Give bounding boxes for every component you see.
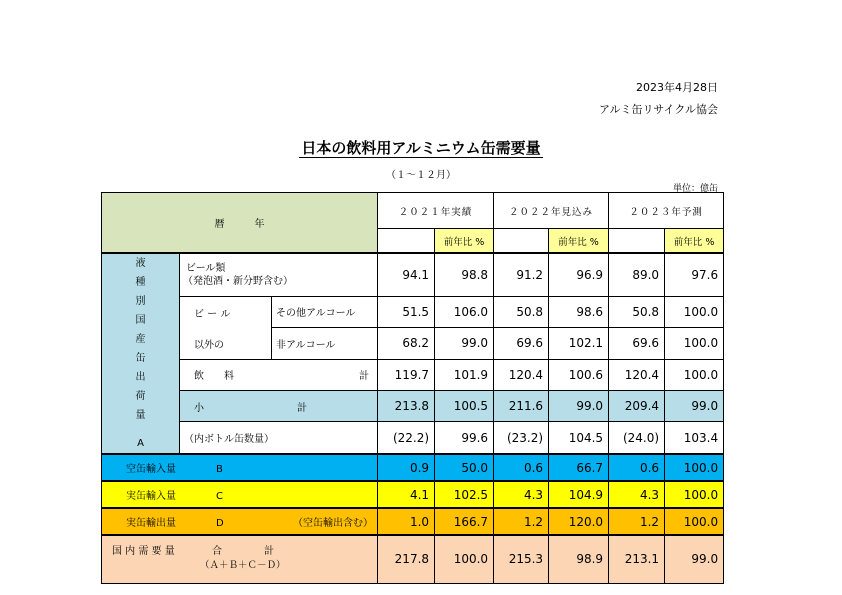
- value-cell: 100.0: [665, 454, 724, 481]
- value-cell: 0.6: [494, 454, 549, 481]
- value-cell: 99.0: [665, 535, 724, 583]
- value-cell: 100.0: [665, 296, 724, 327]
- total-demand-row: [102, 535, 724, 583]
- value-cell: 213.1: [609, 535, 665, 583]
- value-cell: 0.6: [609, 454, 665, 481]
- report-date: 2023年4月28日: [636, 81, 718, 94]
- value-cell: 100.0: [665, 508, 724, 535]
- value-cell: 100.0: [665, 359, 724, 390]
- non-beer-group-label: 以外の: [180, 328, 272, 359]
- value-cell: 213.8: [378, 390, 435, 421]
- value-cell: 50.8: [609, 296, 665, 327]
- yoy-header: 前年比 %: [435, 229, 494, 254]
- total-demand-label: 国 内 需 要 量 合 計 （Ａ＋Ｂ＋Ｃ－Ｄ）: [102, 535, 378, 583]
- value-cell: 100.0: [665, 481, 724, 508]
- value-cell: 98.8: [435, 253, 494, 296]
- value-cell: 0.9: [378, 454, 435, 481]
- organization-name: アルミ缶リサイクル協会: [598, 103, 718, 116]
- value-cell: (24.0): [609, 422, 665, 454]
- title-text: 日本の飲料用アルミニウム缶需要量: [301, 139, 541, 157]
- value-cell: 69.6: [494, 328, 549, 359]
- value-cell: 100.0: [665, 328, 724, 359]
- value-cell: 106.0: [435, 296, 494, 327]
- value-cell: 103.4: [665, 422, 724, 454]
- subtotal-row: [102, 390, 724, 421]
- value-cell: 102.5: [435, 481, 494, 508]
- year-2023-header: ２０２３年予測: [609, 193, 724, 229]
- demand-table: [101, 192, 724, 584]
- value-cell: 120.4: [609, 359, 665, 390]
- value-cell: 101.9: [435, 359, 494, 390]
- value-cell: 94.1: [378, 253, 435, 296]
- value-cell: 100.0: [435, 535, 494, 583]
- yoy-header: 前年比 %: [665, 229, 724, 254]
- value-cell: 91.2: [494, 253, 549, 296]
- value-cell: 209.4: [609, 390, 665, 421]
- unit-label: 単位：億缶: [672, 184, 718, 194]
- value-cell: 211.6: [494, 390, 549, 421]
- empty-import-row: [102, 454, 724, 481]
- value-cell: 100.6: [549, 359, 609, 390]
- value-cell: 69.6: [609, 328, 665, 359]
- value-cell: (23.2): [494, 422, 549, 454]
- value-cell: 4.3: [494, 481, 549, 508]
- corner-label: 暦 年: [102, 193, 378, 254]
- value-cell: (22.2): [378, 422, 435, 454]
- beverage-total-label: 飲 料 計: [180, 359, 378, 390]
- value-cell: 99.0: [435, 328, 494, 359]
- value-cell: 50.0: [435, 454, 494, 481]
- value-cell: 1.2: [609, 508, 665, 535]
- year-header-row: [102, 193, 724, 229]
- value-cell: 66.7: [549, 454, 609, 481]
- non-alcohol-label: 非アルコール: [272, 328, 378, 359]
- year-2021-header: ２０２１年実績: [378, 193, 494, 229]
- subtotal-label: 小 計: [180, 390, 378, 421]
- value-cell: 166.7: [435, 508, 494, 535]
- value-cell: 99.0: [549, 390, 609, 421]
- value-cell: 1.0: [378, 508, 435, 535]
- other-alcohol-row: [102, 296, 724, 327]
- value-cell: 50.8: [494, 296, 549, 327]
- value-cell: 98.9: [549, 535, 609, 583]
- value-cell: 99.6: [435, 422, 494, 454]
- year-2022-header: ２０２２年見込み: [494, 193, 609, 229]
- value-cell: 98.6: [549, 296, 609, 327]
- yoy-header: 前年比 %: [549, 229, 609, 254]
- filled-export-row: [102, 508, 724, 535]
- value-cell: 215.3: [494, 535, 549, 583]
- value-cell: 4.1: [378, 481, 435, 508]
- beverage-total-row: [102, 359, 724, 390]
- filled-export-label: 実缶輸出量 D （空缶輸出含む）: [102, 508, 378, 535]
- value-cell: 102.1: [549, 328, 609, 359]
- filled-import-label: 実缶輸入量 C: [102, 481, 378, 508]
- period-subtitle: （１～１２月）: [386, 170, 456, 181]
- non-alcohol-row: [102, 328, 724, 359]
- non-beer-group-label: ビ ー ル: [180, 296, 272, 327]
- value-cell: 104.5: [549, 422, 609, 454]
- value-cell: 217.8: [378, 535, 435, 583]
- value-cell: 4.3: [609, 481, 665, 508]
- side-label: 液 種 別 国 産 缶 出 荷 量 A: [102, 253, 180, 454]
- other-alcohol-label: その他アルコール: [272, 296, 378, 327]
- value-cell: 97.6: [665, 253, 724, 296]
- value-cell: 1.2: [494, 508, 549, 535]
- value-cell: 51.5: [378, 296, 435, 327]
- value-cell: 96.9: [549, 253, 609, 296]
- empty-import-label: 空缶輸入量 B: [102, 454, 378, 481]
- bottle-can-label: （内ボトル缶数量）: [180, 422, 378, 454]
- filled-import-row: [102, 481, 724, 508]
- value-cell: 68.2: [378, 328, 435, 359]
- value-cell: 89.0: [609, 253, 665, 296]
- value-cell: 100.5: [435, 390, 494, 421]
- value-cell: 120.4: [494, 359, 549, 390]
- beer-label: ビール類 （発泡酒・新分野含む）: [180, 253, 378, 296]
- value-cell: 120.0: [549, 508, 609, 535]
- value-cell: 119.7: [378, 359, 435, 390]
- value-cell: 104.9: [549, 481, 609, 508]
- beer-row: [102, 253, 724, 296]
- bottle-can-row: [102, 422, 724, 454]
- value-cell: 99.0: [665, 390, 724, 421]
- document-title: [0, 138, 842, 158]
